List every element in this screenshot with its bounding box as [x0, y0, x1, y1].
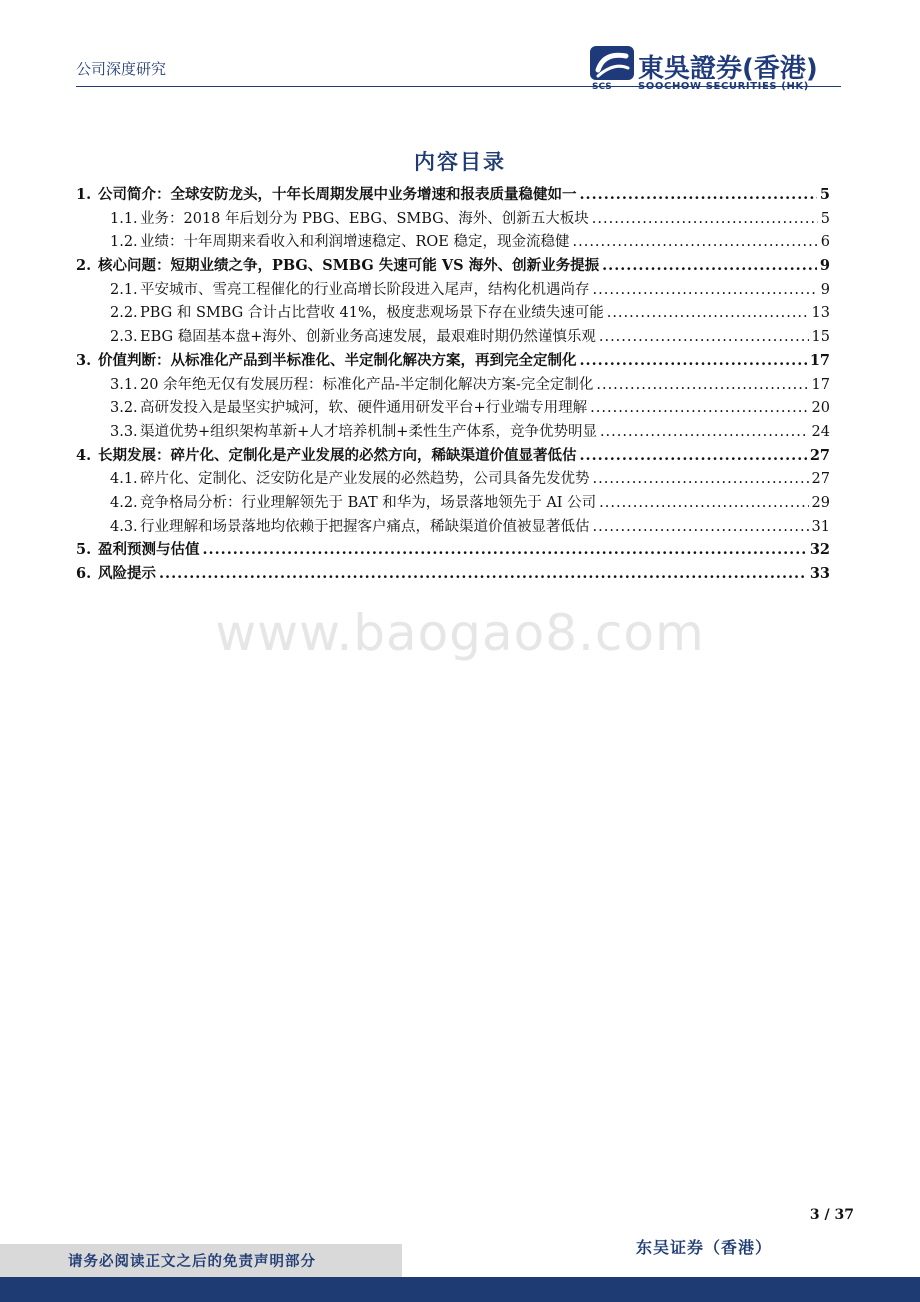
toc-entry[interactable] — [76, 349, 830, 373]
toc-leader-dots — [593, 282, 818, 298]
toc-entry-label: 20 余年绝无仅有发展历程：标准化产品-半定制化解决方案-完全定制化 — [140, 376, 594, 393]
toc-entry-label: 平安城市、雪亮工程催化的行业高增长阶段进入尾声，结构化机遇尚存 — [140, 281, 590, 298]
toc-leader-dots — [580, 186, 817, 203]
scs-emblem-icon — [590, 46, 634, 82]
toc-leader-dots — [580, 447, 807, 464]
toc-entry-label: 价值判断：从标准化产品到半标准化、半定制化解决方案，再到完全定制化 — [98, 351, 577, 369]
toc-entry[interactable] — [76, 538, 830, 562]
toc-entry-number: 4.2. — [110, 494, 138, 511]
toc-entry-label: 公司简介：全球安防龙头，十年长周期发展中业务增速和报表质量稳健如一 — [98, 186, 577, 203]
toc-entry-label: 行业理解和场景落地均依赖于把握客户痛点，稀缺渠道价值被显著低估 — [140, 518, 590, 535]
toc-leader-dots — [599, 329, 809, 345]
toc-entry[interactable] — [76, 396, 830, 420]
page-number: 3 / 37 — [809, 1207, 854, 1223]
toc-leader-dots — [593, 519, 809, 535]
toc-entry-page: 24 — [811, 423, 830, 440]
toc-entry[interactable] — [76, 444, 830, 468]
toc-entry-page: 20 — [811, 400, 830, 417]
toc-entry-number: 1. — [76, 186, 92, 203]
toc-entry-number: 2. — [76, 257, 92, 275]
toc-entry-number: 4.1. — [110, 471, 138, 488]
toc-entry-page: 9 — [819, 257, 830, 275]
toc-entry-number: 3.2. — [110, 400, 138, 417]
report-category: 公司深度研究 — [76, 60, 167, 78]
toc-entry[interactable] — [76, 467, 830, 491]
toc-entry[interactable] — [76, 278, 830, 302]
toc-leader-dots — [600, 424, 809, 440]
footer-company: 东吴证券（香港） — [636, 1238, 773, 1257]
toc-leader-dots — [203, 541, 807, 558]
toc-leader-dots — [590, 400, 808, 416]
toc-entry-label: 高研发投入是最坚实护城河，软、硬件通用研发平台+行业端专用理解 — [140, 400, 588, 417]
toc-leader-dots — [607, 305, 809, 321]
toc-entry-label: 风险提示 — [98, 565, 156, 582]
toc-entry-number: 5. — [76, 541, 92, 559]
toc-entry-page: 13 — [811, 305, 830, 322]
toc-leader-dots — [602, 257, 817, 274]
company-logo — [590, 46, 842, 96]
toc-entry-number: 4. — [76, 446, 92, 464]
toc-entry-number: 1.1. — [110, 210, 138, 227]
toc-entry-page: 5 — [819, 186, 830, 203]
toc-entry-page: 33 — [809, 565, 830, 582]
toc-entry-number: 6. — [76, 565, 92, 582]
toc-entry[interactable] — [76, 420, 830, 444]
toc-entry[interactable] — [76, 325, 830, 349]
toc-leader-dots — [596, 377, 808, 393]
toc-entry[interactable] — [76, 491, 830, 515]
toc-entry-number: 2.2. — [110, 305, 138, 322]
toc-title: 内容目录 — [414, 149, 506, 174]
toc-entry[interactable] — [76, 183, 830, 207]
toc-leader-dots — [593, 471, 809, 487]
toc-entry-number: 3.3. — [110, 423, 138, 440]
toc-leader-dots — [592, 211, 818, 227]
toc-entry-page: 31 — [811, 518, 830, 535]
toc-entry-number: 2.3. — [110, 329, 138, 346]
toc-entry-label: PBG 和 SMBG 合计占比营收 41%，极度悲观场景下存在业绩失速可能 — [140, 305, 604, 322]
toc-entry[interactable] — [76, 254, 830, 278]
toc-entry-label: 核心问题：短期业绩之争，PBG、SMBG 失速可能 VS 海外、创新业务提振 — [98, 257, 600, 275]
toc-entry[interactable] — [76, 230, 830, 254]
table-of-contents — [76, 183, 830, 586]
toc-leader-dots — [599, 495, 808, 511]
toc-entry-label: 渠道优势+组织架构革新+人才培养机制+柔性生产体系，竞争优势明显 — [140, 423, 597, 440]
toc-leader-dots — [580, 352, 807, 369]
toc-entry[interactable] — [76, 207, 830, 231]
toc-entry-page: 17 — [811, 376, 830, 393]
toc-leader-dots — [573, 234, 818, 250]
toc-entry-label: 业务：2018 年后划分为 PBG、EBG、SMBG、海外、创新五大板块 — [140, 210, 589, 227]
toc-entry-number: 1.2. — [110, 234, 138, 251]
footer-bar — [0, 1277, 920, 1302]
toc-entry-page: 6 — [820, 234, 830, 251]
toc-entry-label: 碎片化、定制化、泛安防化是产业发展的必然趋势，公司具备先发优势 — [140, 471, 590, 488]
watermark: www.baogao8.com — [215, 604, 705, 662]
toc-entry-page: 15 — [811, 329, 830, 346]
toc-entry[interactable] — [76, 515, 830, 539]
toc-entry-page: 27 — [811, 471, 830, 488]
toc-entry-number: 4.3. — [110, 518, 138, 535]
toc-leader-dots — [159, 565, 807, 582]
toc-entry-number: 2.1. — [110, 281, 138, 298]
toc-entry-page: 32 — [809, 541, 830, 559]
logo-name-cn: 東吳證券(香港) — [638, 54, 818, 84]
toc-entry-page: 29 — [811, 494, 830, 511]
toc-entry[interactable] — [76, 373, 830, 397]
toc-entry-number: 3. — [76, 351, 92, 369]
toc-entry-label: 业绩：十年周期来看收入和利润增速稳定、ROE 稳定，现金流稳健 — [140, 234, 570, 251]
toc-entry[interactable] — [76, 562, 830, 586]
toc-entry[interactable] — [76, 301, 830, 325]
toc-entry-label: 长期发展：碎片化、定制化是产业发展的必然方向，稀缺渠道价值显著低估 — [98, 446, 577, 464]
toc-entry-page: 5 — [820, 210, 830, 227]
toc-entry-label: 竞争格局分析：行业理解领先于 BAT 和华为，场景落地领先于 AI 公司 — [140, 494, 597, 511]
toc-entry-label: EBG 稳固基本盘+海外、创新业务高速发展，最艰难时期仍然谨慎乐观 — [140, 329, 596, 346]
logo-mark: SCS — [592, 82, 612, 92]
toc-entry-page: 17 — [809, 351, 830, 369]
footer-disclaimer: 请务必阅读正文之后的免责声明部分 — [68, 1253, 316, 1270]
toc-entry-number: 3.1. — [110, 376, 138, 393]
toc-entry-page: 27 — [809, 446, 830, 464]
toc-entry-page: 9 — [820, 281, 830, 298]
logo-name-en: SOOCHOW SECURITIES (HK) — [638, 81, 809, 92]
toc-entry-label: 盈利预测与估值 — [98, 541, 200, 559]
